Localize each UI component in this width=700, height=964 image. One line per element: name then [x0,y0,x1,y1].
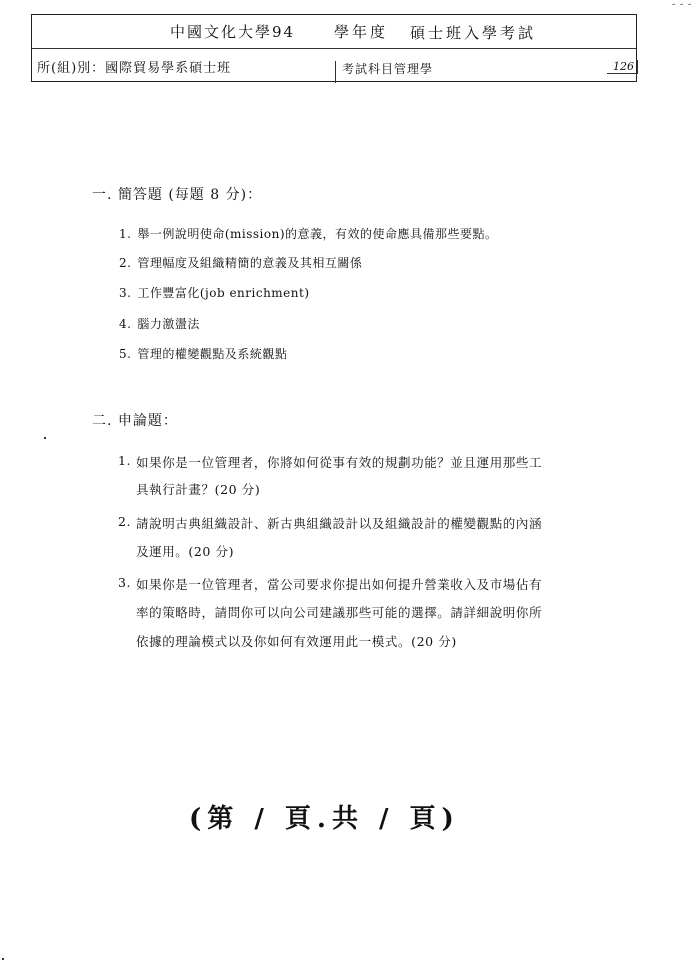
item-text: 工作豐富化(job enrichment) [137,286,310,300]
item-text: 管理的權變觀點及系統觀點 [137,347,288,361]
short-answer-item [119,254,362,271]
short-answer-item [119,315,200,332]
essay-line: 具執行計畫？(20 分) [136,482,261,497]
section-essay-heading: 二. 申論題： [92,413,178,429]
header-info-row [32,49,636,83]
page-code: 126 [607,60,638,74]
essay-line: 率的策略時，請問你可以向公司建議那些可能的選擇。請詳細說明你所 [136,605,543,620]
university-year: 中國文化大學94 [170,23,296,41]
essay-item [118,453,578,499]
header-title-row [32,15,636,49]
item-text: 管理幅度及組織精簡的意義及其相互關係 [137,256,363,270]
essay-item [118,575,578,655]
short-answer-item [119,284,310,301]
item-number: 4. [119,317,132,331]
page-indicator: (第 / 頁.共 / 頁) [189,804,460,834]
short-answer-item [119,225,498,242]
exam-subject: 考試科目管理學 [342,62,434,76]
essay-line: 請說明古典組織設計、新古典組織設計以及組織設計的權變觀點的內涵 [136,516,543,531]
short-answer-item [119,345,287,362]
academic-year-label: 學年度 [334,23,389,41]
item-number: 2. [119,256,132,270]
department-label: 所(組)別：國際貿易學系碩士班 [37,61,232,76]
section-short-answer-heading: 一. 簡答題 (每題 8 分)： [92,187,263,203]
item-text: 腦力激盪法 [137,317,200,331]
item-text: 舉一例說明使命(mission)的意義，有效的使命應具備那些要點。 [137,227,498,241]
header-divider [335,61,336,83]
essay-item [118,514,578,560]
item-number: 1. [118,453,132,468]
exam-title: 碩士班入學考試 [410,24,537,42]
item-number: 1. [119,227,132,241]
item-number: 3. [118,575,132,590]
essay-line: 及運用。(20 分) [136,544,235,559]
essay-line: 如果你是一位管理者，你將如何從事有效的規劃功能？並且運用那些工 [136,455,543,470]
essay-line: 如果你是一位管理者，當公司要求你提出如何提升營業收入及市場佔有 [136,577,543,592]
item-number: 2. [118,514,132,529]
corner-marks: - - - [672,0,692,10]
essay-line: 依據的理論模式以及你如何有效運用此一模式。(20 分) [136,634,457,649]
item-number: 5. [119,347,132,361]
item-number: 3. [119,286,132,300]
exam-header [31,14,637,82]
scan-artifact [2,958,4,960]
scan-artifact [44,437,46,439]
